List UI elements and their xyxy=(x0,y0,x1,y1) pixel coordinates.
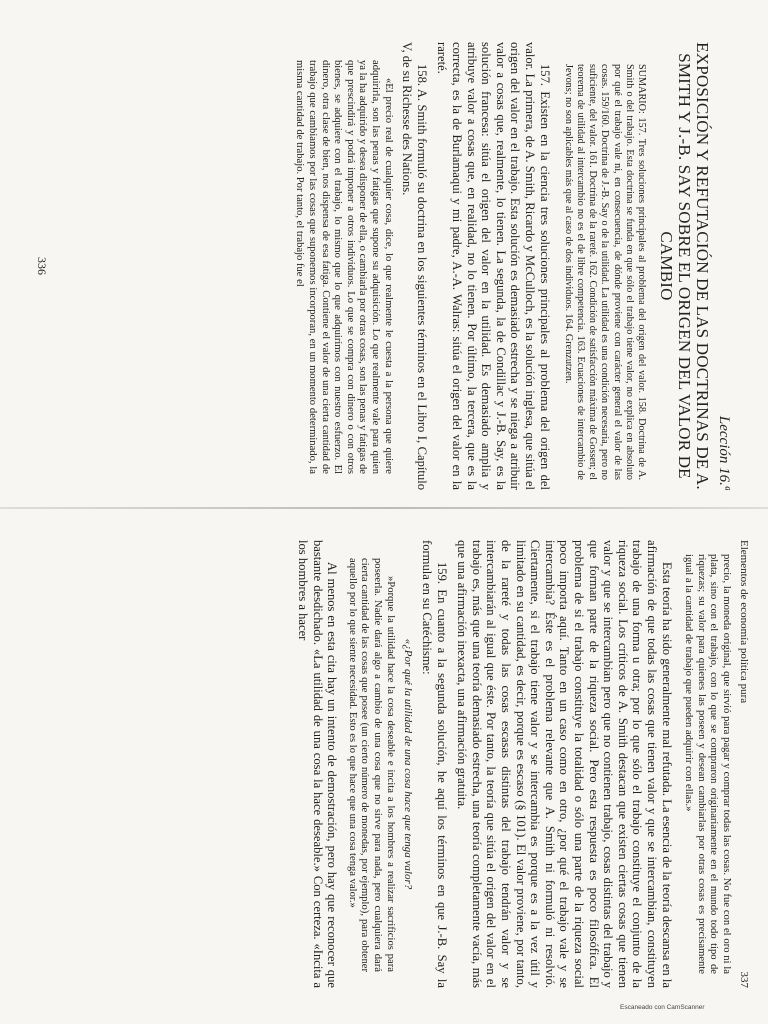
running-head-title: Elementos de economía política pura xyxy=(738,540,750,704)
say-question: «¿Por qué la utilidad de una cosa hace que tenga valor? xyxy=(401,638,414,890)
right-page xyxy=(30,540,750,988)
smith-quote-continued: precio, la moneda original, que sirvió para pagar y comprar todas las cosas. No fue con el oro ni la plata, sino con el trabajo, con lo que se compraron originariamente en el mundo todo tipo de riquezas; su valor para quienes las poseen y desean cambiarlas por otras cosas es precisamente igual a la cantidad de trabajo que pueden adquirir con ellas.» xyxy=(683,554,732,974)
paragraph-final: Al menos en esta cita hay un intento de demostración, pero hay que reconocer que bastante desdichado. «La utilidad de una cosa la hace deseable.» Con certeza. «Incita a los hombres a hacer xyxy=(295,540,340,988)
chapter-title: EXPOSICIÓN Y REFUTACIÓN DE LAS DOCTRINAS DE A. SMITH Y J.-B. SAY SOBRE EL ORIGEN DEL VALOR DE CAMBIO xyxy=(657,42,712,490)
page-number-right: 337 xyxy=(738,971,750,988)
paragraph-158: 158. A. Smith formuló su doctrina en los siguientes términos en el Libro I, Capítulo V, de su Richesse des Nations. xyxy=(400,42,429,490)
left-page xyxy=(30,42,750,490)
paragraph-theory: Esta teoría ha sido generalmente mal refutada. La esencia de la teoría descansa en la afirmación de que todas las cosas que tienen valor y que se intercambian, constituyen trabajo de una forma u otra; por lo que sólo el trabajo constituye el conjunto de la riqueza social. Los críticos de A. Smith destacan que existen ciertas cosas que tienen valor y que se intercambian pero que no contienen trabajo, cosas distintas del trabajo y que forman parte de la riqueza social. Pero esta respuesta es poco filosófica. El problema de si el trabajo constituye la totalidad o sólo una parte de la riqueza social poco importa aquí. Tanto en un caso como en otro, ¿por qué el trabajo vale y se intercambia? Éste es el problema relevante que A. Smith ni formuló ni resolvió. Ciertamente, si el trabajo tiene valor y se intercambia es porque es a la vez útil y limitado en su cantidad, es decir, porque es escaso (§ 101). El valor proviene, por tanto, de la rareté y todas las cosas escasas distintas del trabajo tendrán valor y se intercambiarán al igual que éste. Por tanto, la teoría que sitúa el origen del valor en el trabajo es, más que una teoría demasiado estrecha, una teoría completamente vacía, más que una afirmación inexacta, una afirmación gratuita. xyxy=(455,540,674,988)
running-head xyxy=(738,540,750,988)
chapter-label: Lección 16.ª xyxy=(716,415,732,490)
paragraph-159: 159. En cuanto a la segunda solución, he aquí los términos en que J.-B. Say la formula en su Catéchisme: xyxy=(420,540,449,988)
say-quote: »Porque la utilidad hace la cosa deseable e incita a los hombres a realizar sacrificios para poseerla. Nadie dará algo a cambio de una cosa que no sirve para nada, pero cualquiera dará cierta cantidad de las cosas que posee (un cierto número de monedas, por ejemplo), para obtener aquello por lo que siente necesidad. Esto es lo que hace que una cosa tenga valor.» xyxy=(346,558,396,972)
page-number-left: 336 xyxy=(35,257,49,275)
paragraph-157: 157. Existen en la ciencia tres soluciones principales al problema del origen del valor. La primera, de A. Smith, Ricardo y McCulloch, es la solución inglesa, que sitúa el origen del valor en el trabajo. Esta solución es demasiado estrecha y se niega a atribuir valor a cosas que, realmente, lo tienen. La segunda, la de Condillac y J.-B. Say, es la solución francesa: sitúa el origen del valor en la utilidad. Es demasiado amplia y atribuye valor a cosas que, en realidad, no lo tienen. Por último, la tercera, que es la correcta, es la de Burlamaqui y mi padre, A.-A. Walras: sitúa el origen del valor en la rareté. xyxy=(435,42,552,490)
scanner-watermark: Escaneado con CamScanner xyxy=(620,1004,705,1011)
chapter-summary: SUMARIO: 157. Tres soluciones principales al problema del origen del valor. 158. Doctrina de A. Smith o del trabajo. Esta doctrina se funda en que sólo el trabajo tiene valor, no explica en absoluto por qué el trabajo vale ni, en consecuencia, de dónde proviene con carácter general el valor de las cosas. 159/160. Doctrina de J.-B. Say o de la utilidad. La utilidad es una condición necesaria, pero no suficiente, del valor. 161. Doctrina de la rareté. 162. Condición de satisfacción máxima de Gossen; el teorema de utilidad al intercambio no es el de libre competencia. 163. Ecuaciones de intercambio de Jevons; no son aplicables más que al caso de dos individuos. 164. Grenzutzen. xyxy=(562,64,647,480)
book-gutter xyxy=(0,507,768,509)
smith-quote: «El precio real de cualquier cosa, dice, lo que realmente le cuesta a la persona que quiere adquirirla, son las penas y fatigas que supone su adquisición. Lo que realmente vale para quien ya la ha adquirido y desea disponer de ella, o cambiarla por otras cosas, son las penas y fatigas de que prescindirá y podrá imponer a otros individuos. Lo que se compra con dinero o con otros bienes, se adquiere con el trabajo, lo mismo que lo que adquirimos con nuestro esfuerzo. El dinero, otra clase de bien, nos dispensa de esa fatiga. Contiene el valor de una cierta cantidad de trabajo que cambiamos por las cosas que suponemos incorporan, en un momento determinado, la misma cantidad de trabajo. Por tanto, el trabajo fue el xyxy=(294,60,394,474)
